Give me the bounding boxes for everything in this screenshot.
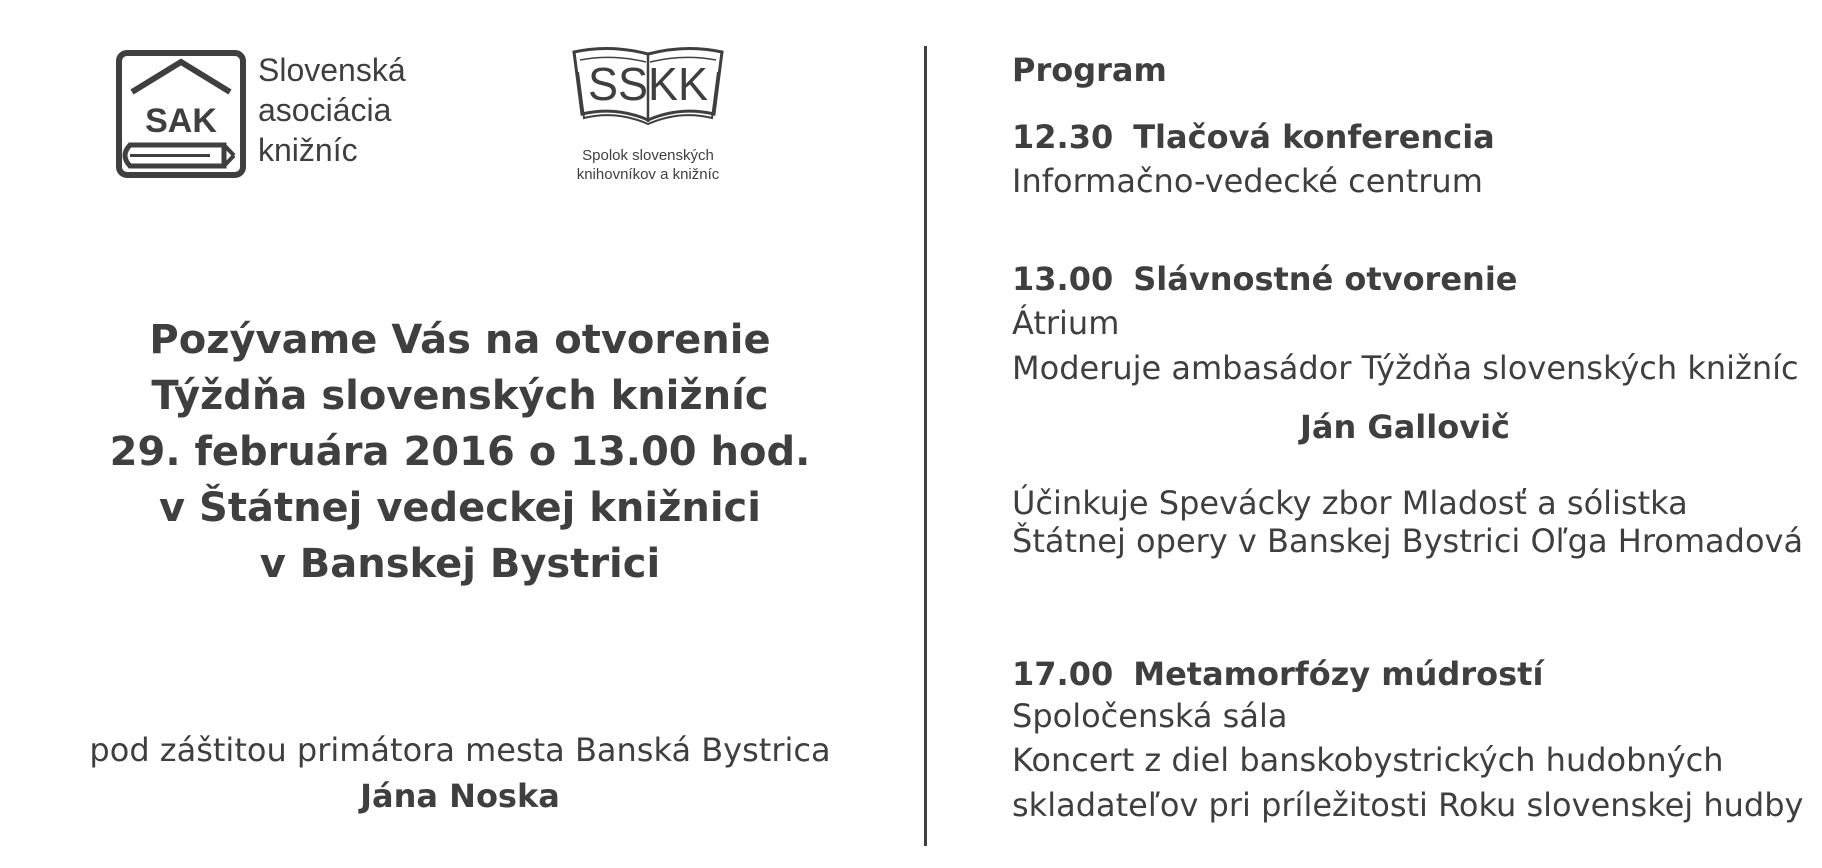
- program-item-title-line: [1012, 256, 1517, 302]
- sskk-logo: [570, 44, 726, 128]
- invitation-line: v Štátnej vedeckej knižnici: [159, 485, 761, 531]
- invitation-line: 29. februára 2016 o 13.00 hod.: [109, 429, 811, 475]
- patron-name: Jána Noska: [360, 777, 560, 815]
- column-divider: [924, 46, 927, 846]
- sskk-caption: [548, 146, 748, 184]
- sak-name-line: asociácia: [258, 92, 392, 128]
- sak-name-line: Slovenská: [258, 52, 406, 88]
- program-detail: Spoločenská sála: [1012, 697, 1288, 735]
- sskk-emblem-text: SSKK: [588, 58, 709, 110]
- program-detail: Štátnej opery v Banskej Bystrici Oľga Hromadová: [1012, 522, 1804, 560]
- invitation-text: [40, 312, 880, 592]
- host-name: Ján Gallovič: [1300, 408, 1510, 446]
- program-detail: Informačno-vedecké centrum: [1012, 162, 1483, 200]
- program-title: Metamorfózy múdrostí: [1133, 655, 1544, 693]
- program-time: 12.30: [1012, 118, 1114, 156]
- program-title: Tlačová konferencia: [1133, 118, 1495, 156]
- program-heading: Program: [1012, 51, 1167, 89]
- invitation-line: v Banskej Bystrici: [259, 541, 661, 587]
- patronage: [40, 727, 880, 819]
- patronage-line: pod záštitou primátora mesta Banská Bystrica: [89, 731, 831, 769]
- sskk-caption-line: knihovníkov a knižníc: [576, 166, 720, 183]
- program-detail: Účinkuje Spevácky zbor Mladosť a sólistka: [1012, 484, 1688, 522]
- program-title: Slávnostné otvorenie: [1133, 260, 1518, 298]
- program-detail: Átrium: [1012, 304, 1120, 342]
- sskk-caption-line: Spolok slovenských: [582, 147, 714, 164]
- program-detail: Koncert z diel banskobystrických hudobných: [1012, 741, 1724, 779]
- sak-name: [258, 50, 406, 170]
- invitation-line: Pozývame Vás na otvorenie: [149, 317, 771, 363]
- sak-logo: [116, 50, 246, 178]
- sak-emblem-text: SAK: [145, 102, 217, 140]
- program-time: 17.00: [1012, 655, 1114, 693]
- program-detail: skladateľov pri príležitosti Roku slovenskej hudby: [1012, 786, 1804, 824]
- invitation-line: Týždňa slovenských knižníc: [151, 373, 769, 419]
- program-item-title-line: [1012, 114, 1495, 160]
- sak-name-line: knižníc: [258, 132, 358, 168]
- program-time: 13.00: [1012, 260, 1114, 298]
- program-item-title-line: [1012, 651, 1543, 697]
- program-detail: Moderuje ambasádor Týždňa slovenských knižníc: [1012, 349, 1799, 387]
